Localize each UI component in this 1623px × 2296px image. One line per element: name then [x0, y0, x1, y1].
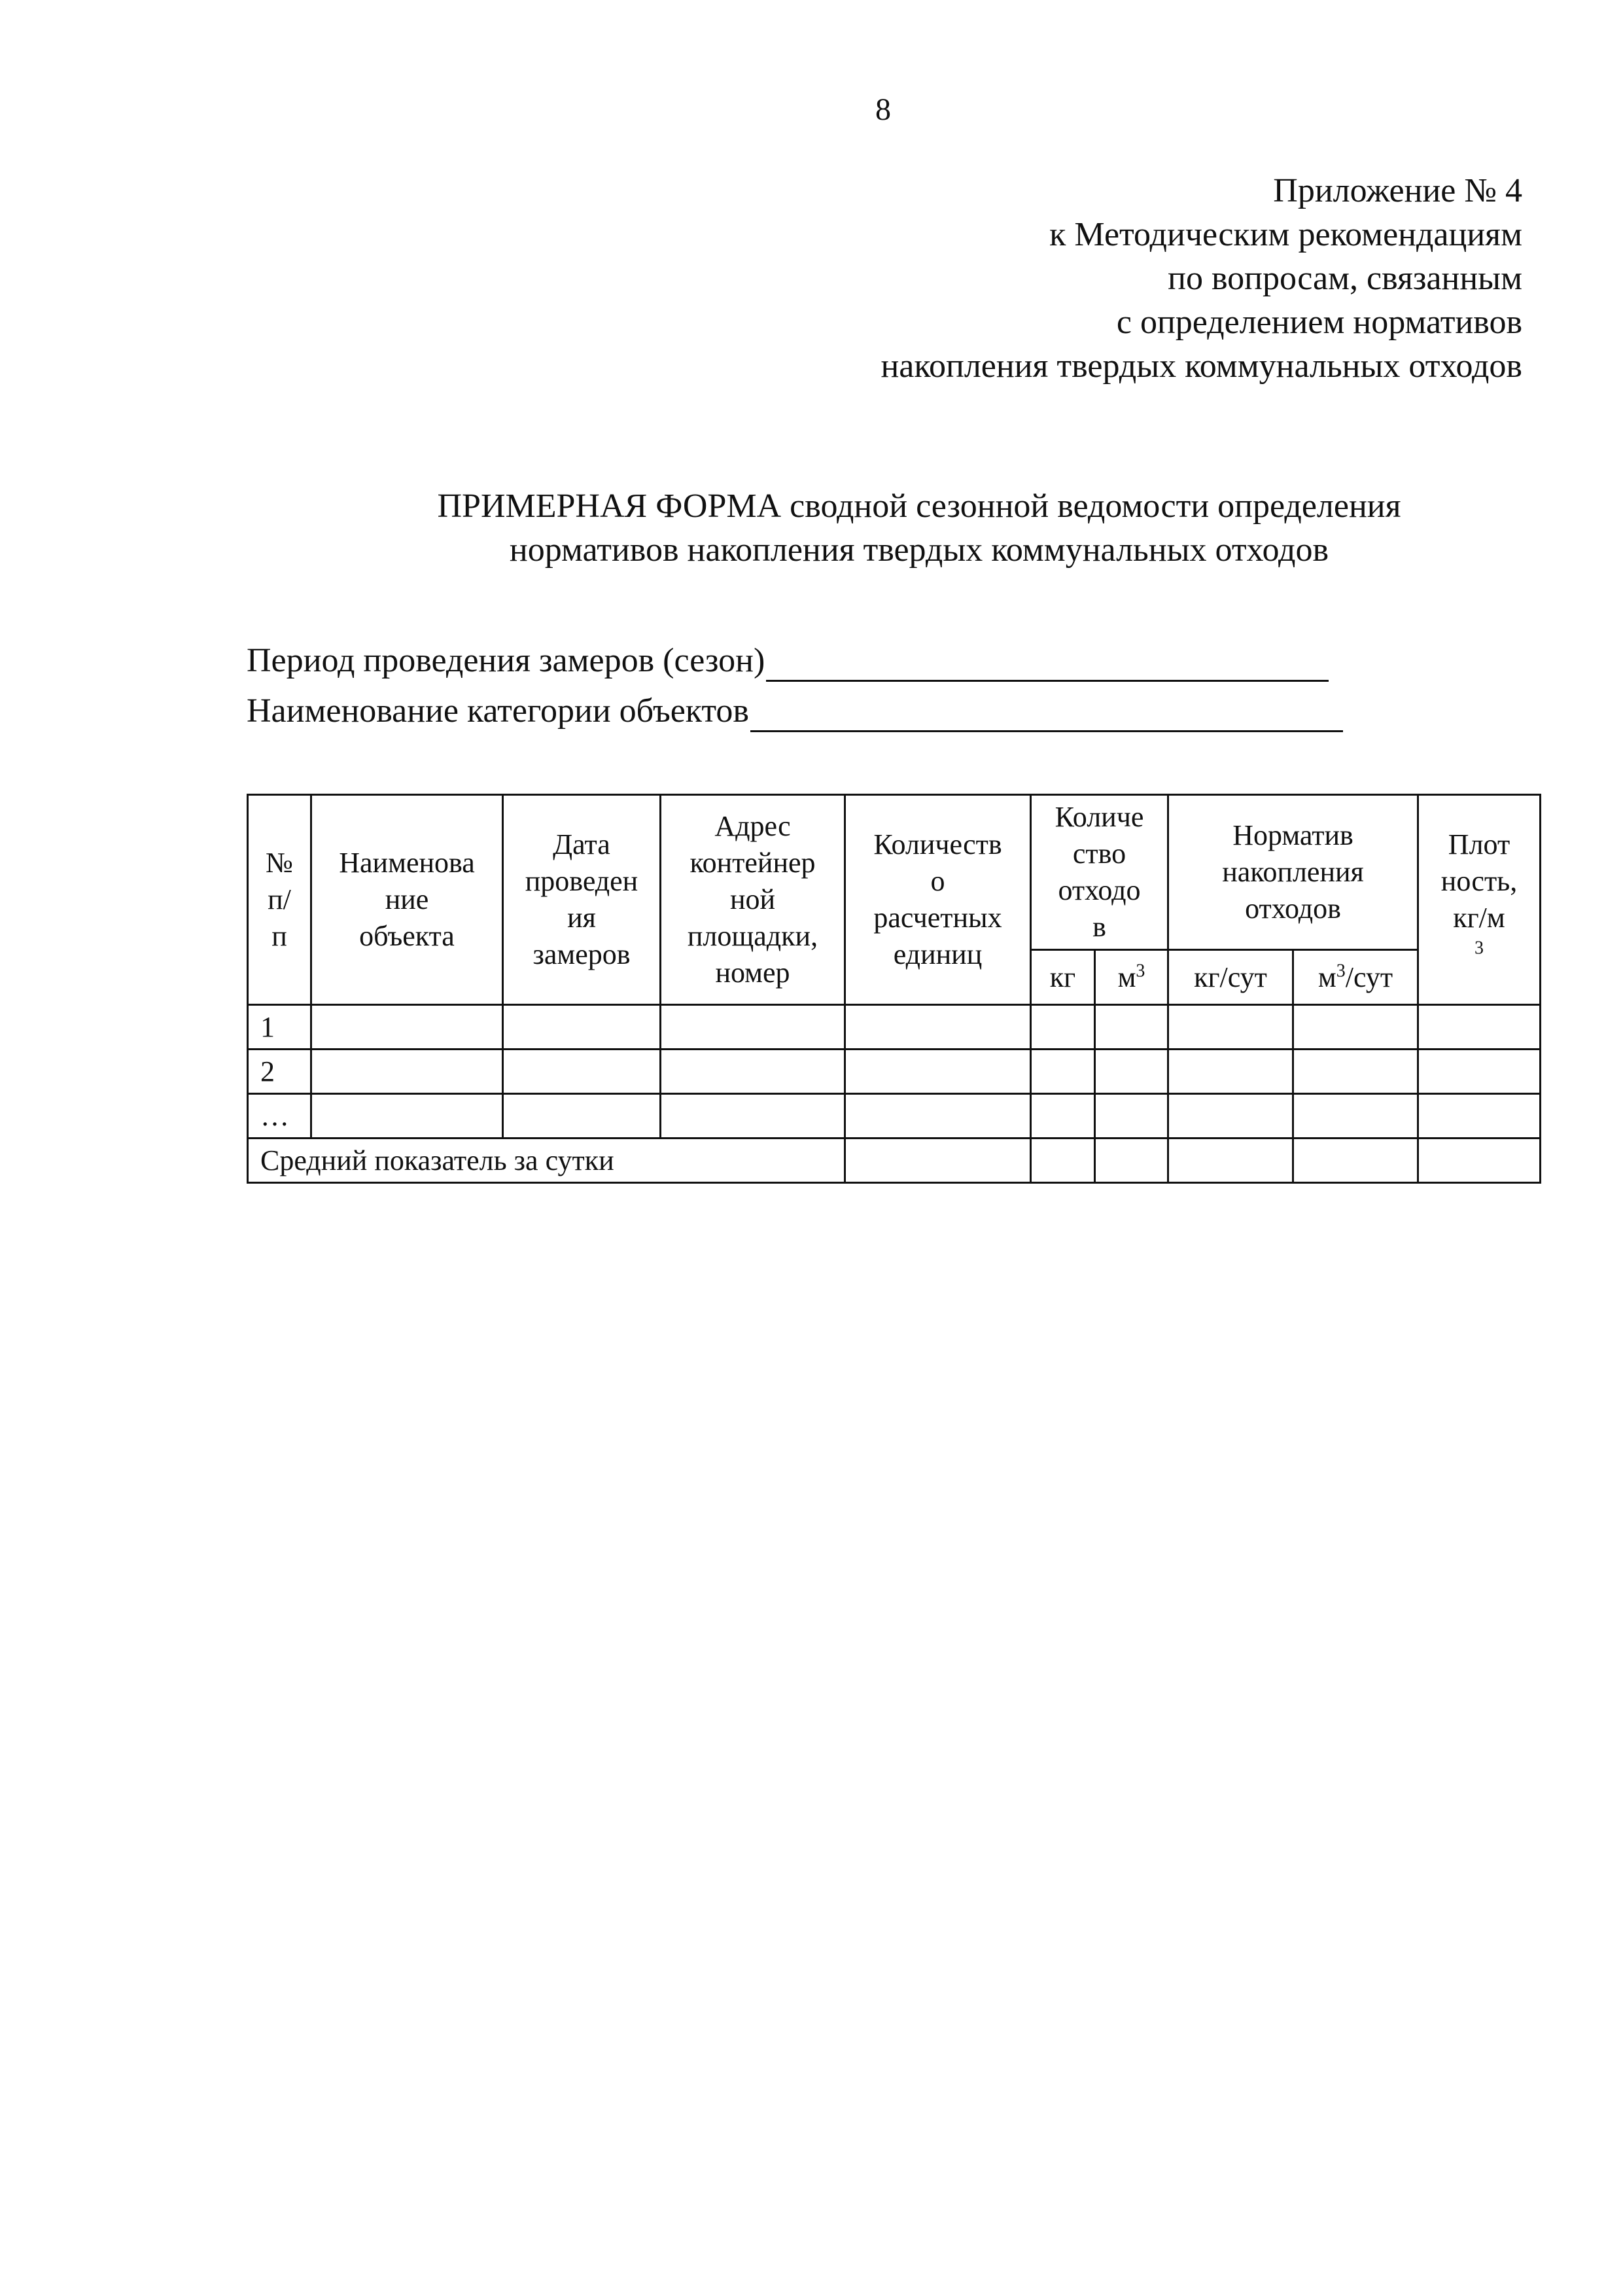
- table-cell: [1095, 1005, 1168, 1050]
- table-cell: [503, 1094, 661, 1139]
- table-cell: [845, 1050, 1031, 1094]
- table-header-row: [248, 795, 1541, 950]
- table-cell: [1418, 1139, 1541, 1183]
- header-object-name: Наименова ние объекта: [311, 795, 503, 1005]
- row-number: 1: [248, 1005, 311, 1050]
- table-cell: [845, 1094, 1031, 1139]
- period-blank-line[interactable]: [766, 646, 1329, 682]
- page-number: 8: [875, 92, 891, 127]
- appendix-line: по вопросам, связанным: [1168, 260, 1522, 297]
- header-measure-date: Дата проведен ия замеров: [503, 795, 661, 1005]
- header-container-address: Адрес контейнер ной площадки, номер: [661, 795, 845, 1005]
- table-cell: [661, 1094, 845, 1139]
- table-cell: [311, 1005, 503, 1050]
- table-row: [248, 1094, 1541, 1139]
- subheader-m3: $м^3$: [1095, 950, 1168, 1005]
- appendix-header: [881, 169, 1522, 388]
- header-density: Плот ность, кг/м $^3$: [1418, 795, 1541, 1005]
- summary-row: [248, 1139, 1541, 1183]
- table-cell: [1293, 1094, 1418, 1139]
- table-cell: [1168, 1094, 1293, 1139]
- table-cell: [311, 1094, 503, 1139]
- appendix-line: Приложение № 4: [1273, 172, 1522, 209]
- appendix-line: накопления твердых коммунальных отходов: [881, 347, 1522, 385]
- header-num: № п/ п: [248, 795, 311, 1005]
- table-cell: [503, 1050, 661, 1094]
- table-cell: [1418, 1005, 1541, 1050]
- period-field: [247, 640, 1329, 682]
- table-cell: [1095, 1050, 1168, 1094]
- category-blank-line[interactable]: [750, 696, 1343, 732]
- table-cell: [1418, 1050, 1541, 1094]
- table-row: [248, 1050, 1541, 1094]
- subheader-kg: кг: [1031, 950, 1095, 1005]
- table-cell: [1293, 1005, 1418, 1050]
- table-cell: [1031, 1094, 1095, 1139]
- table-row: [248, 1005, 1541, 1050]
- subheader-m3-per-day: $м^3$/сут: [1293, 950, 1418, 1005]
- table-cell: [845, 1005, 1031, 1050]
- table-cell: [311, 1050, 503, 1094]
- table-cell: [661, 1050, 845, 1094]
- summary-ledger-table: [247, 794, 1541, 1184]
- table-cell: [845, 1139, 1031, 1183]
- category-field: [247, 690, 1343, 732]
- table-cell: [661, 1005, 845, 1050]
- form-title-line-2: нормативов накопления твердых коммунальных отходов: [509, 531, 1329, 569]
- form-title-line-1: ПРИМЕРНАЯ ФОРМА сводной сезонной ведомости определения: [437, 487, 1401, 525]
- header-accumulation-norm: Норматив накопления отходов: [1168, 795, 1418, 950]
- summary-label: Средний показатель за сутки: [248, 1139, 845, 1183]
- table-cell: [503, 1005, 661, 1050]
- form-title: [249, 484, 1590, 572]
- header-waste-amount: Количе ство отходо в: [1031, 795, 1168, 950]
- row-number: …: [248, 1094, 311, 1139]
- table-cell: [1418, 1094, 1541, 1139]
- row-number: 2: [248, 1050, 311, 1094]
- category-label: Наименование категории объектов: [247, 692, 749, 730]
- period-label: Период проведения замеров (сезон): [247, 642, 765, 679]
- table-cell: [1031, 1139, 1095, 1183]
- table-cell: [1095, 1139, 1168, 1183]
- header-units-count: Количеств о расчетных единиц: [845, 795, 1031, 1005]
- appendix-line: к Методическим рекомендациям: [1049, 216, 1522, 253]
- table-cell: [1031, 1005, 1095, 1050]
- table-cell: [1031, 1050, 1095, 1094]
- table-cell: [1293, 1050, 1418, 1094]
- table-cell: [1293, 1139, 1418, 1183]
- table-cell: [1168, 1139, 1293, 1183]
- appendix-line: с определением нормативов: [1116, 304, 1522, 341]
- table-cell: [1095, 1094, 1168, 1139]
- subheader-kg-per-day: кг/сут: [1168, 950, 1293, 1005]
- table-cell: [1168, 1005, 1293, 1050]
- table-cell: [1168, 1050, 1293, 1094]
